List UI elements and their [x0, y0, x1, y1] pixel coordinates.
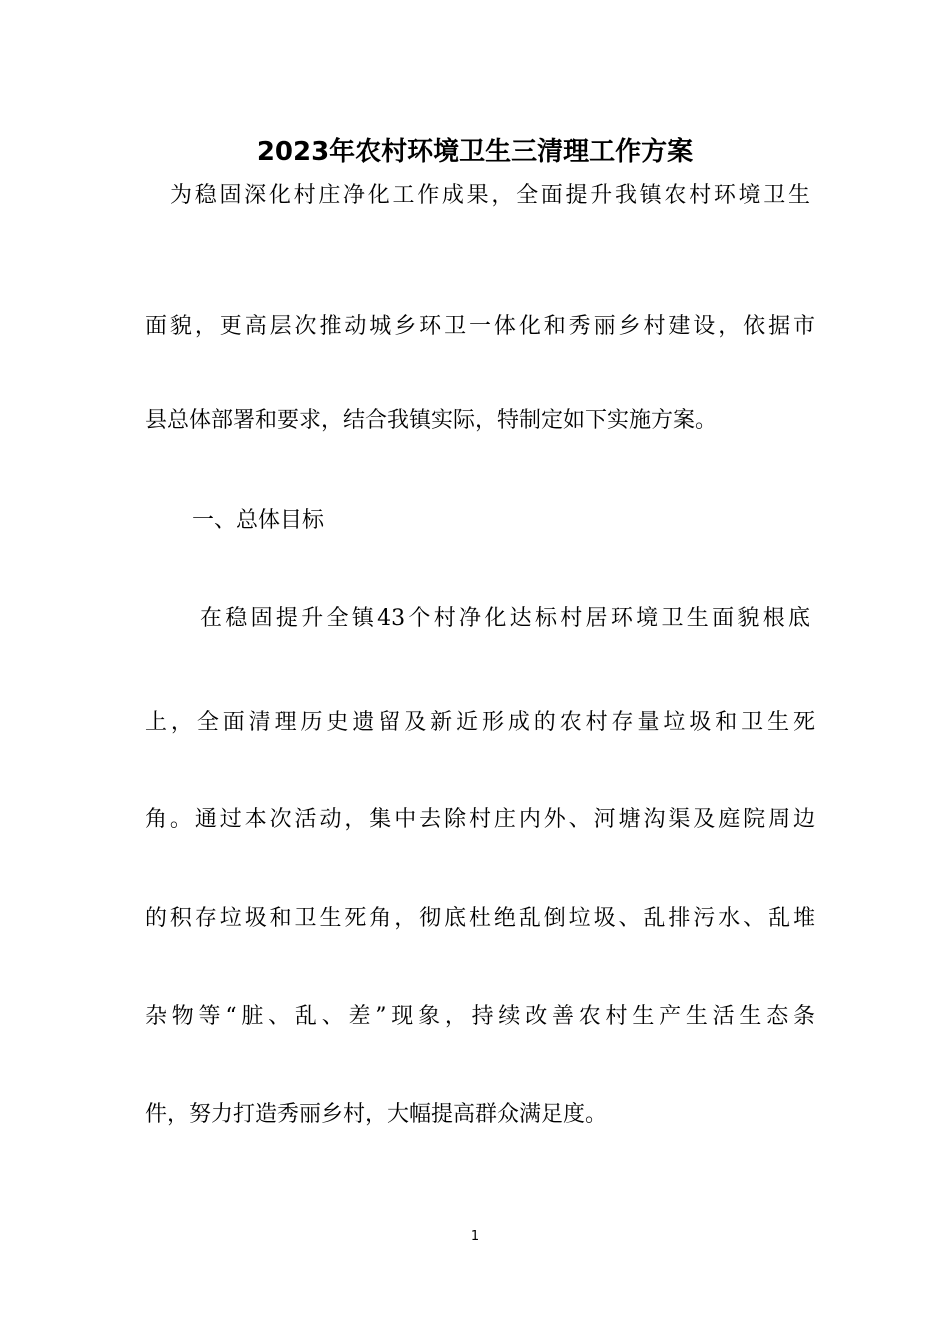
paragraph-line: 上，全面清理历史遗留及新近形成的农村存量垃圾和卫生死: [145, 710, 815, 735]
paragraph-line: 面貌，更高层次推动城乡环卫一体化和秀丽乡村建设，依据市: [145, 314, 815, 339]
paragraph-line: 件，努力打造秀丽乡村，大幅提高群众满足度。: [145, 1102, 608, 1127]
section-heading: 一、总体目标: [192, 508, 325, 533]
paragraph-line: 的积存垃圾和卫生死角，彻底杜绝乱倒垃圾、乱排污水、乱堆: [145, 906, 815, 931]
paragraph-line: 角。通过本次活动，集中去除村庄内外、河塘沟渠及庭院周边: [145, 807, 815, 832]
paragraph-line: 在稳固提升全镇43个村净化达标村居环境卫生面貌根底: [200, 606, 810, 631]
page-number: 1: [470, 1229, 480, 1244]
paragraph-line: 为稳固深化村庄净化工作成果，全面提升我镇农村环境卫生: [170, 183, 810, 208]
paragraph-line: 杂物等“脏、乱、差”现象，持续改善农村生产生活生态条: [145, 1004, 815, 1029]
paragraph-line: 县总体部署和要求，结合我镇实际，特制定如下实施方案。: [145, 408, 718, 433]
document-title: 2023年农村环境卫生三清理工作方案: [256, 137, 694, 167]
